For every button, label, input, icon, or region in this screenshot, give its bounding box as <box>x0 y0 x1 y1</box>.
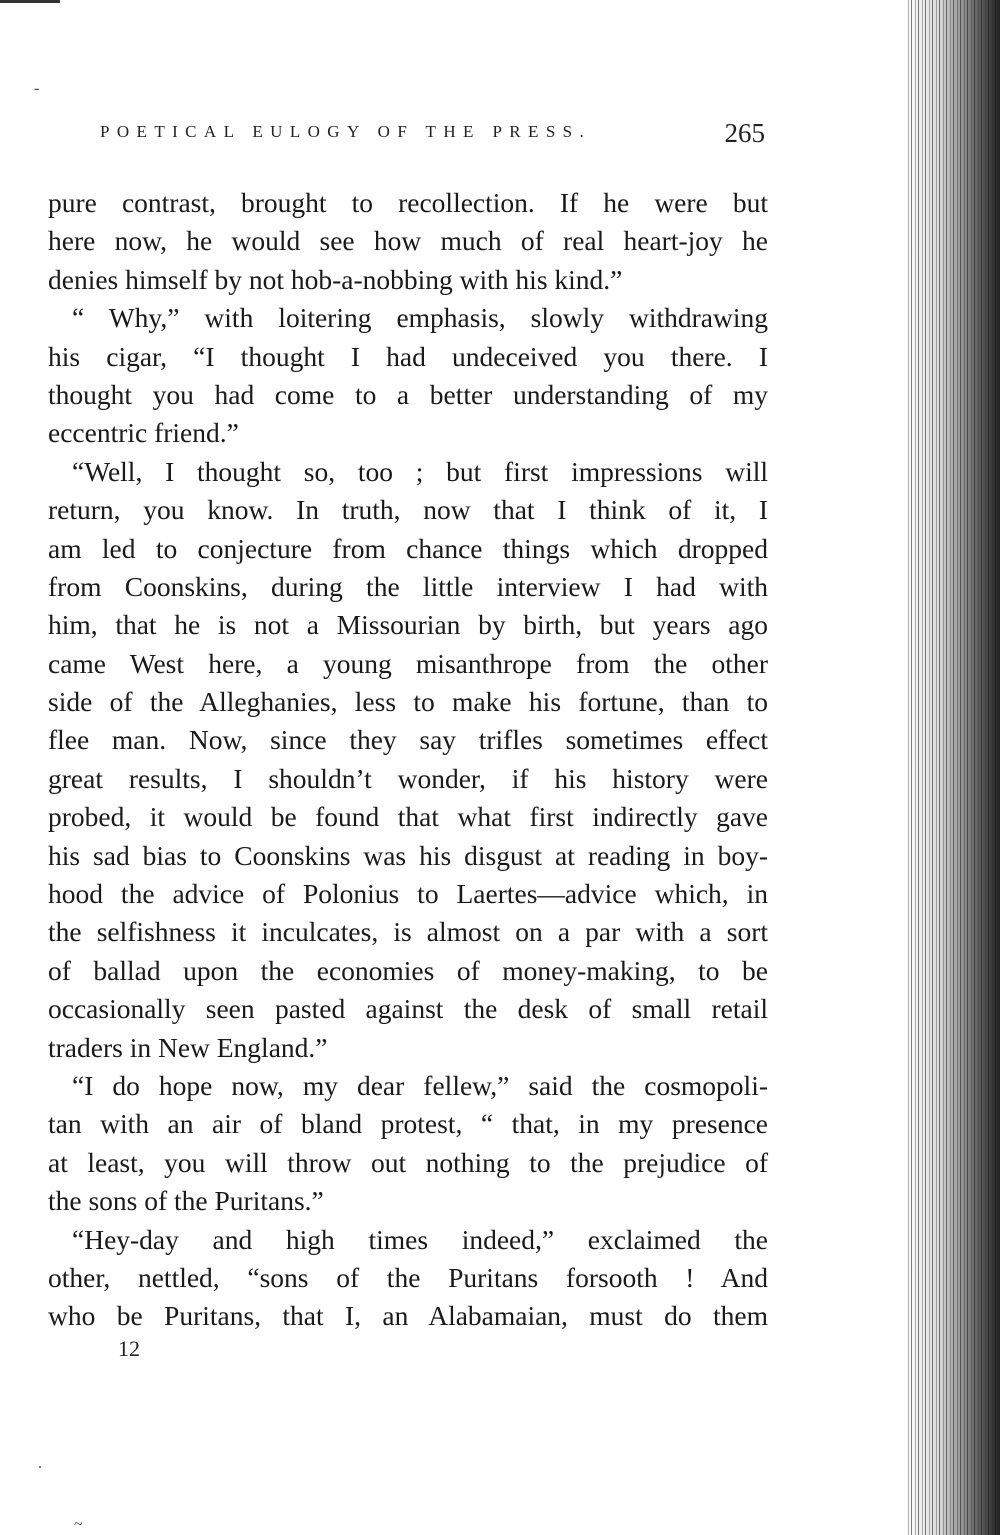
text-line: came West here, a young misanthrope from the other <box>48 647 768 679</box>
text-line: his cigar, “I thought I had undeceived you there. I <box>48 340 768 372</box>
text-line: am led to conjecture from chance things which dropped <box>48 532 768 564</box>
text-line: return, you know. In truth, now that I think of it, I <box>48 494 768 526</box>
body-text <box>48 184 768 1336</box>
text-line: “Well, I thought so, too ; but first impressions will <box>72 455 768 487</box>
text-line: traders in New England.” <box>48 1031 328 1063</box>
text-line: of ballad upon the economies of money-making, to be <box>48 954 768 986</box>
text-line: the sons of the Puritans.” <box>48 1185 324 1217</box>
text-line: who be Puritans, that I, an Alabamaian, must do them <box>48 1300 768 1332</box>
text-line: tan with an air of bland protest, “ that, in my presence <box>48 1108 768 1140</box>
text-line: denies himself by not hob-a-nobbing with his kind.” <box>48 263 623 295</box>
text-line: probed, it would be found that what first indirectly gave <box>48 801 768 833</box>
text-line: “Hey-day and high times indeed,” exclaimed the <box>72 1223 768 1255</box>
signature-mark: 12 <box>118 1336 140 1361</box>
text-line: here now, he would see how much of real heart-joy he <box>48 225 768 257</box>
top-edge-rule <box>0 0 60 3</box>
text-line: hood the advice of Polonius to Laertes—advice which, in <box>48 878 768 910</box>
text-line: the selfishness it inculcates, is almost on a par with a sort <box>48 916 768 948</box>
text-line: side of the Alleghanies, less to make his fortune, than to <box>48 686 768 718</box>
text-line: him, that he is not a Missourian by birth, but years ago <box>48 609 768 641</box>
text-line: “I do hope now, my dear fellew,” said the cosmopoli- <box>72 1069 768 1101</box>
text-line: his sad bias to Coonskins was his disgust at reading in boy- <box>48 839 768 871</box>
text-line: pure contrast, brought to recollection. If he were but <box>48 187 768 218</box>
text-line: occasionally seen pasted against the desk of small retail <box>48 993 768 1025</box>
text-line: thought you had come to a better understanding of my <box>48 378 768 410</box>
text-line: eccentric friend.” <box>48 417 239 449</box>
running-head <box>100 118 765 158</box>
running-title: POETICAL EULOGY OF THE PRESS. <box>100 122 592 141</box>
text-line: from Coonskins, during the little interview I had with <box>48 570 768 602</box>
speck-mark: - <box>34 80 40 97</box>
text-line: flee man. Now, since they say trifles sometimes effect <box>48 724 768 756</box>
text-line: other, nettled, “sons of the Puritans forsooth ! And <box>48 1261 768 1293</box>
text-line: “ Why,” with loitering emphasis, slowly withdrawing <box>72 302 768 334</box>
page-number: 265 <box>724 118 765 148</box>
speck-mark: . <box>38 1455 42 1472</box>
text-line: great results, I shouldn’t wonder, if his history were <box>48 762 768 794</box>
speck-mark: ~ <box>74 1516 83 1533</box>
book-binding-edge <box>905 0 1000 1535</box>
text-line: at least, you will throw out nothing to the prejudice of <box>48 1146 768 1178</box>
